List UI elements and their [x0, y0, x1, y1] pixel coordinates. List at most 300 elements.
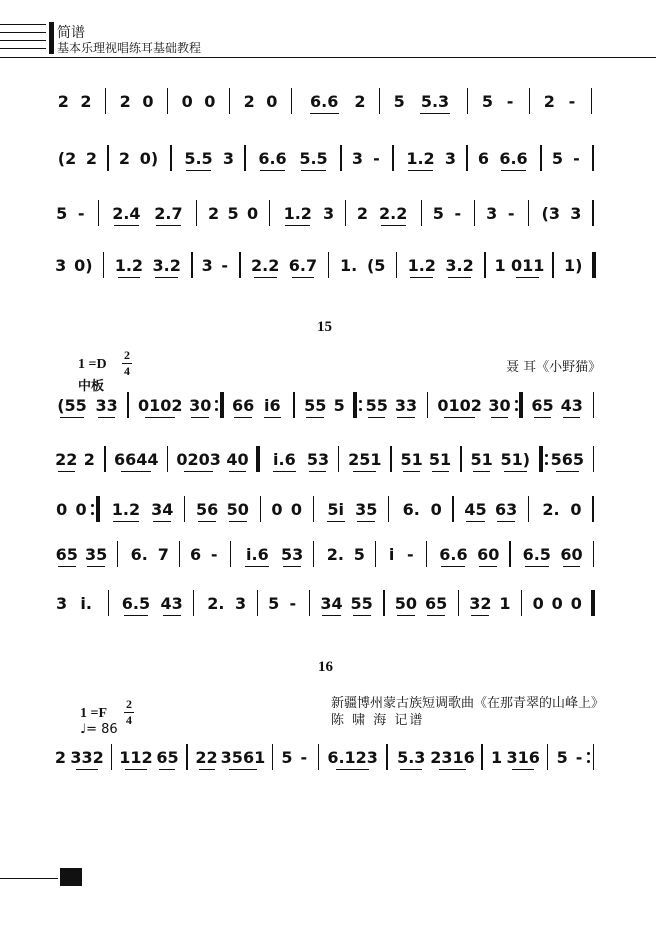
header-decoration [0, 18, 46, 58]
note-group: 2. [326, 545, 344, 564]
note-group: 0 [551, 594, 563, 613]
note-group: 6.6 [439, 545, 468, 564]
bar-line [474, 200, 475, 226]
beam-underline [471, 615, 489, 616]
note-group: 0 [247, 204, 259, 223]
bar-line [269, 200, 270, 226]
bar-line [103, 252, 104, 278]
bar-line [427, 392, 428, 418]
note-group: 33 [394, 396, 418, 415]
beam-underline [124, 615, 149, 616]
bar-line [313, 541, 314, 567]
note-group: 565 [550, 450, 585, 469]
piece-16-key: 1 =F [80, 706, 108, 721]
bar-line [256, 446, 260, 472]
note-group: 1.2 [111, 500, 141, 519]
bar-line [340, 145, 341, 171]
beam-underline [408, 170, 433, 171]
bar-line [467, 88, 468, 114]
bar-line [593, 541, 594, 567]
beam-underline [58, 566, 76, 567]
note-group: 6.6 [310, 92, 339, 111]
note-group: 53 [281, 545, 304, 564]
note-group: - [77, 204, 85, 223]
piece-16-tempo: ♩= 86 [80, 722, 118, 737]
beam-underline [306, 417, 324, 418]
beam-underline [301, 170, 326, 171]
beam-underline [466, 521, 484, 522]
note-group: 51 [470, 450, 493, 469]
notation-row [0, 390, 656, 430]
bar-line [196, 200, 197, 226]
header-rule [0, 57, 656, 58]
repeat-dot [515, 400, 518, 403]
bar-line [386, 744, 387, 770]
note-group: 2 [80, 92, 92, 111]
note-group: 2.2 [251, 256, 280, 275]
note-group: (55 [57, 396, 87, 415]
note-group: 0 [204, 92, 216, 111]
note-group: 1. [339, 256, 358, 275]
bar-line [345, 200, 346, 226]
bar-line [591, 88, 592, 114]
note-group: 5 [281, 748, 293, 767]
note-group: 0) [74, 256, 93, 275]
note-group: 5 [551, 149, 564, 168]
note-group: 6.5 [121, 594, 151, 613]
note-group: 5 [393, 92, 405, 111]
note-group: i6 [264, 396, 281, 415]
note-group: 3 [55, 256, 67, 275]
bar-line [591, 590, 595, 616]
bar-line [239, 252, 240, 278]
bar-line [593, 392, 594, 418]
note-group: 5 [556, 748, 568, 767]
beam-underline [512, 769, 534, 770]
note-group: 63 [494, 500, 518, 519]
piece-15-key: 1 =D [78, 357, 107, 372]
note-group: 60 [560, 545, 583, 564]
beam-underline [229, 521, 247, 522]
note-group: 43 [160, 594, 183, 613]
bar-line [593, 744, 594, 770]
note-group: 112 [119, 748, 153, 767]
beam-underline [491, 417, 509, 418]
note-group: 34 [151, 500, 174, 519]
notation-row [0, 539, 656, 579]
notation-row [0, 198, 656, 238]
beam-underline [184, 471, 214, 472]
note-group: 2. [207, 594, 225, 613]
note-group: 7 [157, 545, 169, 564]
note-group: - [573, 149, 580, 168]
beam-underline [113, 521, 138, 522]
bar-line [592, 145, 593, 171]
note-group: - [406, 545, 414, 564]
beam-underline [357, 521, 375, 522]
bar-line [191, 252, 192, 278]
bar-line [375, 541, 376, 567]
note-group: 50 [394, 594, 418, 613]
note-group: 5.5 [184, 149, 213, 168]
beam-underline [525, 566, 549, 567]
note-group: 6. [130, 545, 148, 564]
beam-underline [121, 471, 151, 472]
repeat-dot [215, 408, 218, 411]
bar-line [509, 541, 510, 567]
note-group: 32 [469, 594, 492, 613]
note-group: 5i [327, 500, 344, 519]
bar-line [260, 496, 261, 522]
notation-row [0, 444, 656, 484]
beam-underline [163, 615, 181, 616]
bar-line [193, 590, 194, 616]
bar-line [592, 252, 596, 278]
note-group: 1.2 [407, 256, 436, 275]
bar-line [107, 145, 108, 171]
bar-line [257, 590, 258, 616]
beam-underline [441, 566, 465, 567]
beam-underline [448, 277, 471, 278]
bar-line [127, 392, 128, 418]
note-group: 3 [55, 594, 68, 613]
bar-line [179, 541, 180, 567]
note-group: 6. [402, 500, 420, 519]
note-group: 0 [266, 92, 278, 111]
bar-line [353, 392, 357, 418]
bar-line [383, 590, 384, 616]
note-group: 5 [333, 396, 345, 415]
note-group: 65 [531, 396, 554, 415]
note-group: 0 [532, 594, 544, 613]
note-group: (5 [366, 256, 386, 275]
beam-underline [556, 471, 579, 472]
note-group: 53 [306, 450, 330, 469]
note-group: 1.2 [114, 256, 144, 275]
repeat-dot [587, 760, 590, 763]
beam-underline [353, 615, 371, 616]
bar-line [528, 200, 529, 226]
bar-line [313, 496, 314, 522]
note-group: 30 [189, 396, 212, 415]
bar-line [111, 744, 112, 770]
bar-line [390, 446, 391, 472]
bar-line [593, 446, 594, 472]
note-group: 3 [444, 149, 457, 168]
note-group: (3 [541, 204, 560, 223]
note-group: 51 [400, 450, 423, 469]
bar-line [338, 446, 339, 472]
note-group: 34 [320, 594, 343, 613]
notation-row [0, 250, 656, 290]
beam-underline [198, 521, 216, 522]
note-group: 2 [57, 92, 69, 111]
beam-underline [186, 170, 211, 171]
bar-line [388, 496, 389, 522]
note-group: 60 [477, 545, 500, 564]
note-group: 50 [226, 500, 249, 519]
beam-underline [444, 417, 474, 418]
beam-underline [479, 566, 497, 567]
repeat-dot [587, 752, 590, 755]
bar-line [392, 145, 393, 171]
repeat-dot [91, 512, 94, 515]
note-group: - [575, 748, 583, 767]
note-group: - [210, 545, 218, 564]
note-group: 0 [271, 500, 283, 519]
note-group: 3 [322, 204, 335, 223]
beam-underline [473, 471, 490, 472]
beam-underline [381, 225, 406, 226]
note-group: 2 [354, 92, 366, 111]
note-group: 2 [208, 204, 220, 223]
note-group: 2 [83, 450, 95, 469]
notation-row [0, 143, 656, 183]
note-group: 332 [70, 748, 104, 767]
repeat-dot [215, 400, 218, 403]
note-group: 5.3 [420, 92, 450, 111]
note-group: 40 [226, 450, 249, 469]
beam-underline [292, 277, 315, 278]
note-group: 35 [355, 500, 378, 519]
note-group: 43 [560, 396, 583, 415]
beam-underline [191, 417, 209, 418]
note-group: 65 [424, 594, 448, 613]
beam-underline [410, 277, 433, 278]
note-group: i. [80, 594, 92, 613]
bar-line [547, 744, 548, 770]
piece-15-tempo: 中板 [78, 379, 105, 394]
beam-underline [264, 417, 282, 418]
note-group: i [388, 545, 395, 564]
note-group: 251 [348, 450, 382, 469]
beam-underline [397, 417, 415, 418]
bar-line [186, 744, 187, 770]
note-group: 3 [486, 204, 498, 223]
header-subtitle: 基本乐理视唱练耳基础教程 [57, 41, 202, 55]
beam-underline [563, 566, 581, 567]
piece-16-credit-transcriber: 陈 啸 海 记谱 [331, 713, 425, 728]
note-group: 56 [195, 500, 219, 519]
bar-line [481, 744, 482, 770]
beam-underline [309, 471, 326, 472]
beam-underline [199, 769, 215, 770]
bar-line [318, 744, 319, 770]
note-group: 2.4 [112, 204, 141, 223]
piece-15-credit: 聂 耳《小野猫》 [506, 360, 602, 375]
note-group: 011 [510, 256, 545, 275]
note-group: 5 [227, 204, 239, 223]
note-group: 2.2 [379, 204, 408, 223]
note-group: 6 [477, 149, 490, 168]
bar-line [309, 590, 310, 616]
note-group: 22 [195, 748, 218, 767]
bar-line [528, 496, 529, 522]
note-group: 0102 [137, 396, 183, 415]
beam-underline [322, 615, 340, 616]
bar-line [539, 446, 543, 472]
note-group: 2 [85, 149, 98, 168]
beam-underline [260, 170, 285, 171]
beam-underline [145, 417, 175, 418]
note-group: 3561 [220, 748, 266, 767]
beam-underline [497, 521, 515, 522]
bar-line [293, 392, 294, 418]
note-group: 0 [290, 500, 302, 519]
note-group: 2. [542, 500, 560, 519]
note-group: 2 [356, 204, 368, 223]
note-group: 6.123 [327, 748, 378, 767]
bar-line [117, 541, 118, 567]
header-title: 简谱 [57, 25, 85, 41]
note-group: 2 [54, 748, 66, 767]
beam-underline [397, 615, 415, 616]
note-group: 1) [564, 256, 583, 275]
note-group: - [454, 204, 462, 223]
beam-underline [310, 113, 339, 114]
bar-line [104, 446, 105, 472]
piece-16-number: 16 [318, 659, 333, 675]
note-group: 0 [570, 500, 582, 519]
header-mark [49, 22, 54, 54]
note-group: 1 [499, 594, 511, 613]
note-group: 3 [234, 594, 247, 613]
piece-16-time-bottom: 4 [126, 713, 132, 727]
bar-line [379, 88, 380, 114]
note-group: 51 [428, 450, 452, 469]
beam-underline [159, 769, 175, 770]
beam-underline [327, 521, 345, 522]
beam-underline [439, 769, 467, 770]
note-group: 55 [350, 594, 373, 613]
notation-row [0, 588, 656, 628]
bar-line [291, 88, 292, 114]
note-group: 6.6 [258, 149, 287, 168]
note-group: 66 [231, 396, 255, 415]
note-group: 5 [353, 545, 365, 564]
note-group: 2.7 [154, 204, 183, 223]
beam-underline [125, 769, 147, 770]
beam-underline [501, 170, 526, 171]
note-group: 0 [142, 92, 154, 111]
piece-15-time-bottom: 4 [124, 364, 130, 378]
note-group: - [568, 92, 576, 111]
beam-underline [245, 566, 269, 567]
footer-mark [60, 868, 82, 886]
note-group: 6 [190, 545, 202, 564]
beam-underline [114, 225, 139, 226]
note-group: 0 [570, 594, 582, 613]
note-group: 0 [56, 500, 68, 519]
bar-line [519, 392, 523, 418]
bar-line [421, 200, 422, 226]
bar-line [328, 252, 329, 278]
bar-line [244, 145, 245, 171]
note-group: 0 [181, 92, 193, 111]
note-group: 3 [222, 149, 235, 168]
note-group: 35 [84, 545, 108, 564]
note-group: 55 [304, 396, 327, 415]
beam-underline [400, 769, 422, 770]
notation-row [0, 494, 656, 534]
note-group: (2 [57, 149, 77, 168]
note-group: 5 [432, 204, 444, 223]
beam-underline [504, 471, 527, 472]
beam-underline [234, 417, 252, 418]
note-group: 2 [118, 149, 131, 168]
piece-16-credit-title: 新疆博州蒙古族短调歌曲《在那青翠的山峰上》 [331, 696, 605, 711]
bar-line [460, 446, 461, 472]
note-group: 1 [494, 256, 506, 275]
bar-line [230, 541, 231, 567]
repeat-dot [91, 504, 94, 507]
bar-line [452, 496, 453, 522]
note-group: 5 [56, 204, 68, 223]
note-group: 55 [365, 396, 388, 415]
bar-line [170, 145, 171, 171]
note-group: 3 [201, 256, 213, 275]
bar-line [592, 200, 593, 226]
bar-line [167, 446, 168, 472]
note-group: 1.2 [283, 204, 312, 223]
note-group: 2 [119, 92, 131, 111]
bar-line [458, 590, 459, 616]
note-group: - [300, 748, 308, 767]
bar-line [592, 496, 593, 522]
beam-underline [273, 471, 296, 472]
note-group: 2316 [430, 748, 475, 767]
beam-underline [229, 471, 246, 472]
beam-underline [98, 417, 116, 418]
note-group: 0102 [437, 396, 482, 415]
note-group: 0 [75, 500, 87, 519]
note-group: 22 [55, 450, 78, 469]
bar-line [521, 590, 522, 616]
beam-underline [432, 471, 449, 472]
note-group: 65 [156, 748, 179, 767]
piece-15-number: 15 [317, 319, 332, 335]
beam-underline [403, 471, 420, 472]
bar-line [108, 590, 109, 616]
note-group: 6.7 [288, 256, 318, 275]
beam-underline [534, 417, 552, 418]
beam-underline [283, 566, 301, 567]
note-group: 6.5 [522, 545, 551, 564]
beam-underline [285, 225, 310, 226]
note-group: i.6 [273, 450, 296, 469]
note-group: - [506, 92, 514, 111]
bar-line [96, 496, 100, 522]
note-group: 0203 [176, 450, 221, 469]
note-group: - [507, 204, 515, 223]
beam-underline [427, 615, 445, 616]
bar-line [466, 145, 467, 171]
note-group: 316 [506, 748, 540, 767]
beam-underline [563, 417, 581, 418]
piece-15-time-top: 2 [124, 348, 130, 362]
note-group: 3.2 [445, 256, 474, 275]
bar-line [396, 252, 397, 278]
piece-16-time-top: 2 [126, 697, 132, 711]
note-group: - [289, 594, 297, 613]
beam-underline [353, 471, 376, 472]
beam-underline [60, 417, 84, 418]
bar-line [529, 88, 530, 114]
note-group: 6.6 [499, 149, 528, 168]
note-group: 1 [490, 748, 503, 767]
note-group: 6644 [113, 450, 159, 469]
notation-row [0, 86, 656, 126]
